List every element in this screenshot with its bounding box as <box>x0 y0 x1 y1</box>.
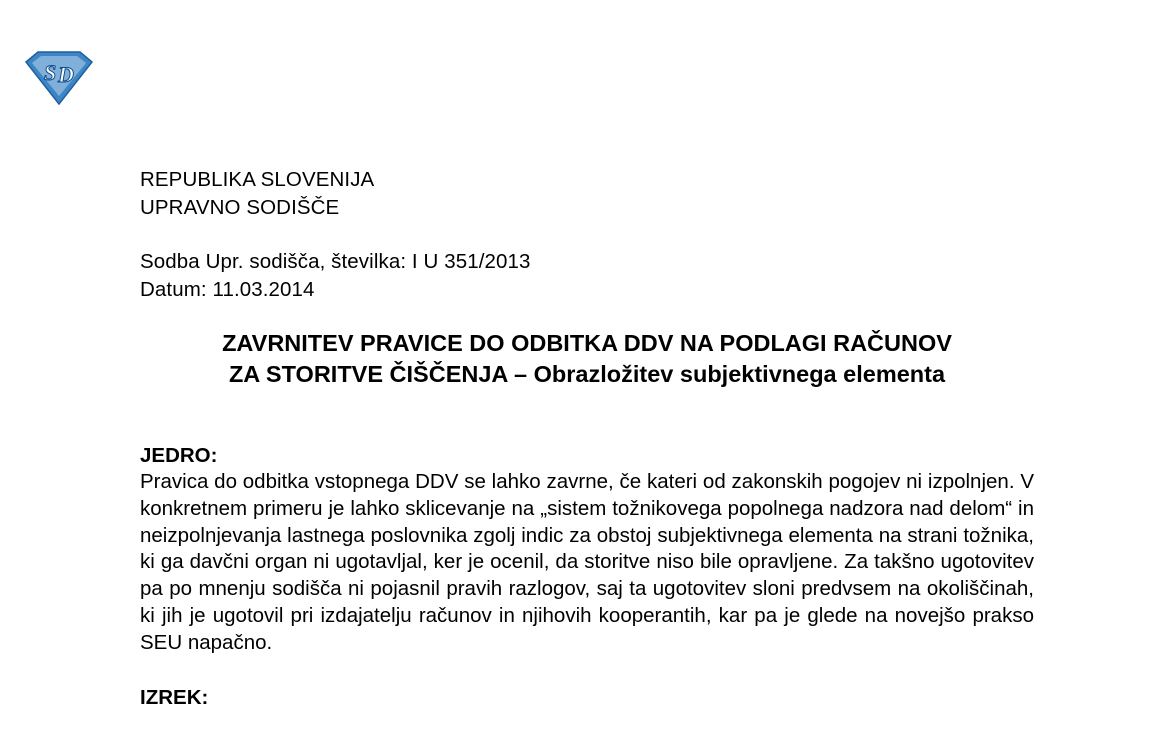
document-body <box>140 166 1034 711</box>
header-republic: REPUBLIKA SLOVENIJA <box>140 168 375 191</box>
title-line-1: ZAVRNITEV PRAVICE DO ODBITKA DDV NA PODLAGI RAČUNOV <box>222 330 952 356</box>
case-meta <box>140 248 1034 304</box>
header-court: UPRAVNO SODIŠČE <box>140 196 340 219</box>
sd-logo-icon <box>22 50 96 106</box>
jedro-heading: JEDRO: <box>140 444 218 467</box>
title-line-2-main: ZA STORITVE ČIŠČENJA <box>228 361 508 387</box>
title-line-2 <box>140 359 1034 390</box>
jedro-text: Pravica do odbitka vstopnega DDV se lahko zavrne, če kateri od zakonskih pogojev ni izpolnjen. V konkretnem primeru je lahko sklicevanje na „sistem tožnikovega popolnega nadzora nad delom“ in neizpolnjevanja lastnega poslovnika zgolj indic za obstoj subjektivnega elementa na strani tožnika, ki ga davčni organ ni ugotavljal, ker je ocenil, da storitve niso bile opravljene. Za takšno ugotovitev pa po mnenju sodišča ni pojasnil pravih razlogov, saj ta ugotovitev sloni predvsem na okoliščinah, ki jih je ugotovil pri izdajatelju računov in njihovih kooperantih, kar pa je glede na novejšo prakso SEU napačno. <box>140 470 1034 654</box>
izrek-heading: IZREK: <box>140 685 209 709</box>
logo-letter-s: S <box>44 60 57 85</box>
case-date: Datum: 11.03.2014 <box>140 278 315 301</box>
logo-letter-d: D <box>58 62 74 87</box>
case-number: Sodba Upr. sodišča, številka: I U 351/2013 <box>140 250 531 273</box>
title-line-2-rest: – Obrazložitev subjektivnega elementa <box>507 361 946 387</box>
document-title <box>140 328 1034 390</box>
